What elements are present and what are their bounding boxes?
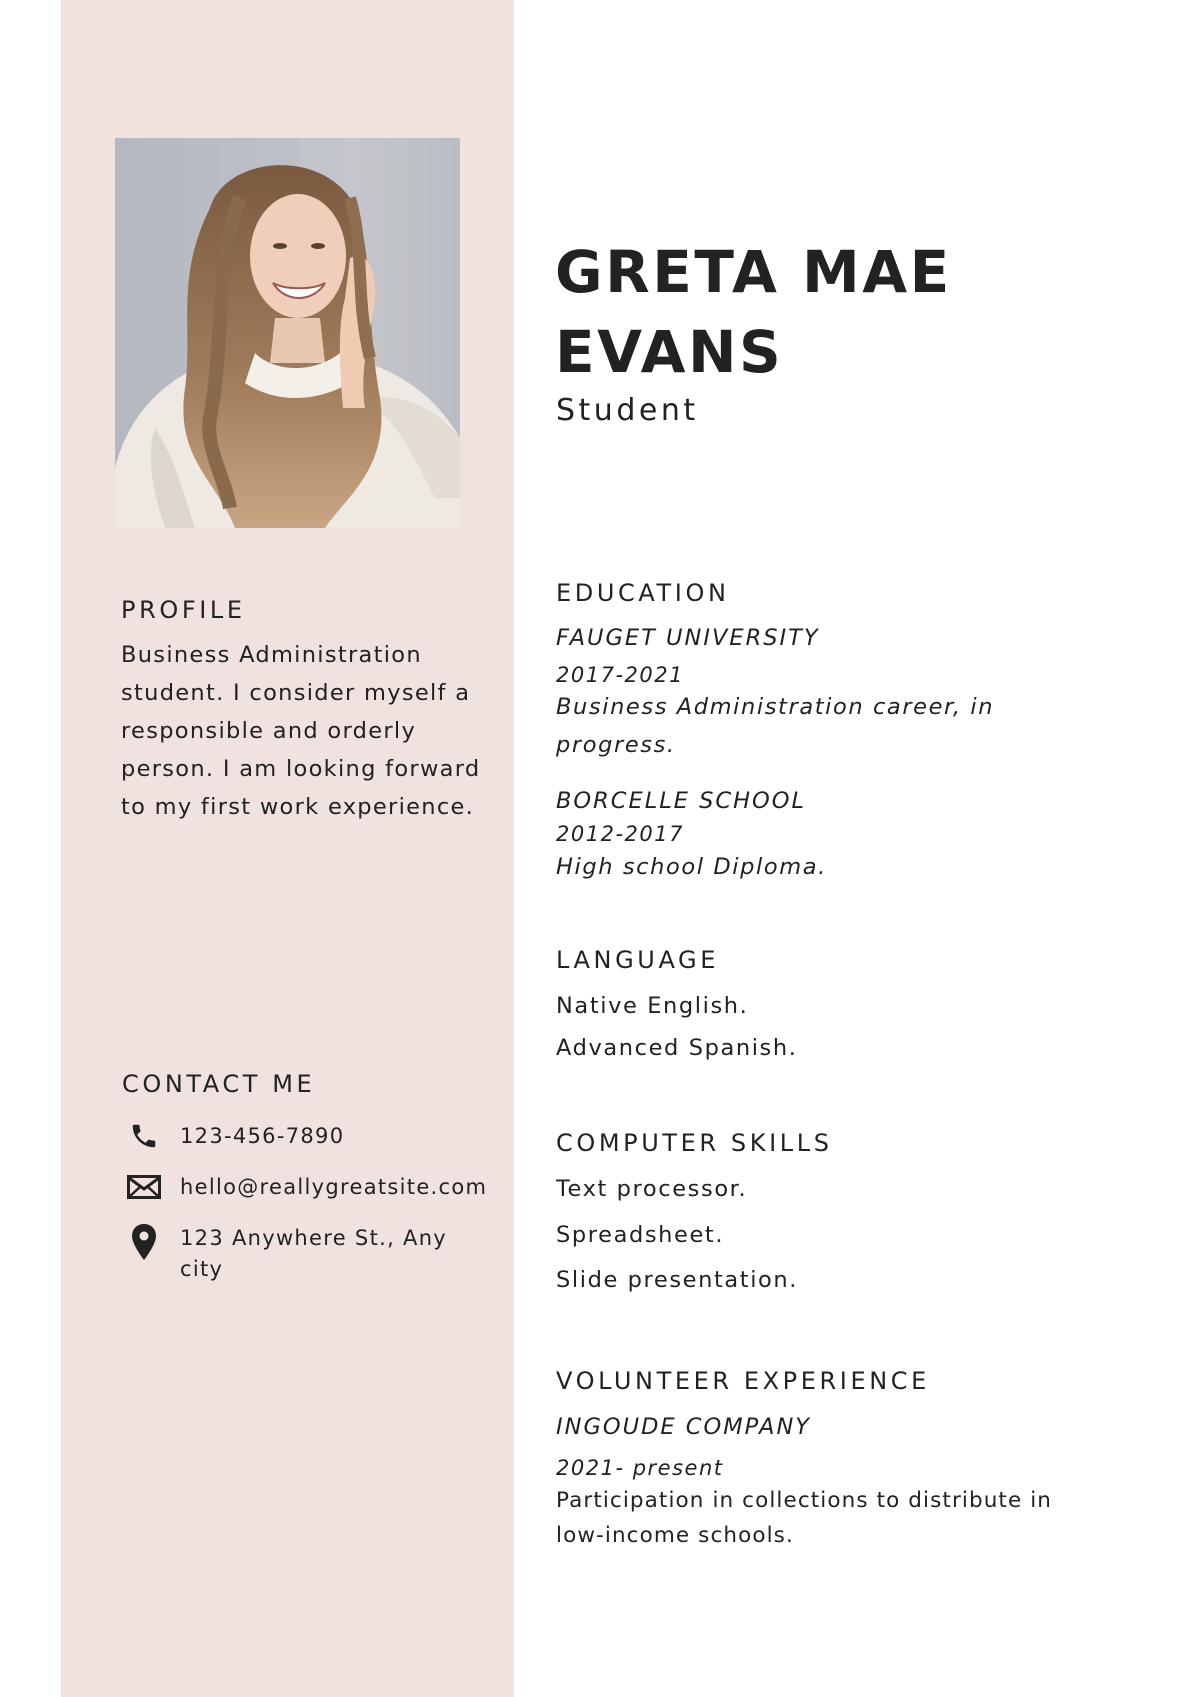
mail-icon: [126, 1172, 162, 1202]
full-name: [555, 232, 1155, 392]
language-heading: LANGUAGE: [556, 946, 720, 974]
street-address: 123 Anywhere St., Any city: [180, 1226, 448, 1281]
phone-icon: [126, 1121, 162, 1151]
phone-number: 123-456-7890: [180, 1124, 345, 1148]
contact-phone: [126, 1121, 496, 1152]
volunteer-desc: Participation in collections to distribute in low-income schools.: [556, 1488, 1053, 1548]
computer-skills-heading: COMPUTER SKILLS: [556, 1129, 833, 1157]
education-school-1: FAUGET UNIVERSITY: [556, 625, 820, 651]
portrait-photo: [115, 138, 460, 528]
contact-heading: CONTACT ME: [122, 1070, 316, 1098]
language-item-2: Advanced Spanish.: [556, 1035, 798, 1061]
volunteer-years: 2021- present: [556, 1456, 724, 1480]
language-item-1: Native English.: [556, 993, 749, 1019]
education-heading: EDUCATION: [556, 579, 730, 607]
location-pin-icon: [126, 1223, 162, 1261]
education-school-2: BORCELLE SCHOOL: [556, 788, 807, 814]
profile-heading: PROFILE: [121, 596, 246, 624]
education-desc-2: High school Diploma.: [556, 854, 827, 880]
skill-item-2: Spreadsheet.: [556, 1222, 725, 1248]
contact-email: [126, 1172, 496, 1203]
volunteer-company: INGOUDE COMPANY: [556, 1414, 812, 1440]
email-address: hello@reallygreatsite.com: [180, 1175, 488, 1199]
name-line-1: GRETA MAE: [555, 238, 952, 306]
skill-item-3: Slide presentation.: [556, 1267, 799, 1293]
volunteer-heading: VOLUNTEER EXPERIENCE: [556, 1367, 930, 1395]
name-line-2: EVANS: [555, 318, 784, 386]
education-desc-1: Business Administration career, in progress.: [556, 694, 995, 758]
skill-item-1: Text processor.: [556, 1176, 748, 1202]
profile-text: Business Administration student. I consider myself a responsible and orderly person. I am looking forward to my first work experience.: [121, 642, 481, 820]
profile-photo: [115, 138, 460, 528]
education-years-2: 2012-2017: [556, 822, 684, 846]
education-years-1: 2017-2021: [556, 663, 684, 687]
contact-address: [126, 1223, 496, 1285]
job-title: Student: [556, 393, 699, 428]
